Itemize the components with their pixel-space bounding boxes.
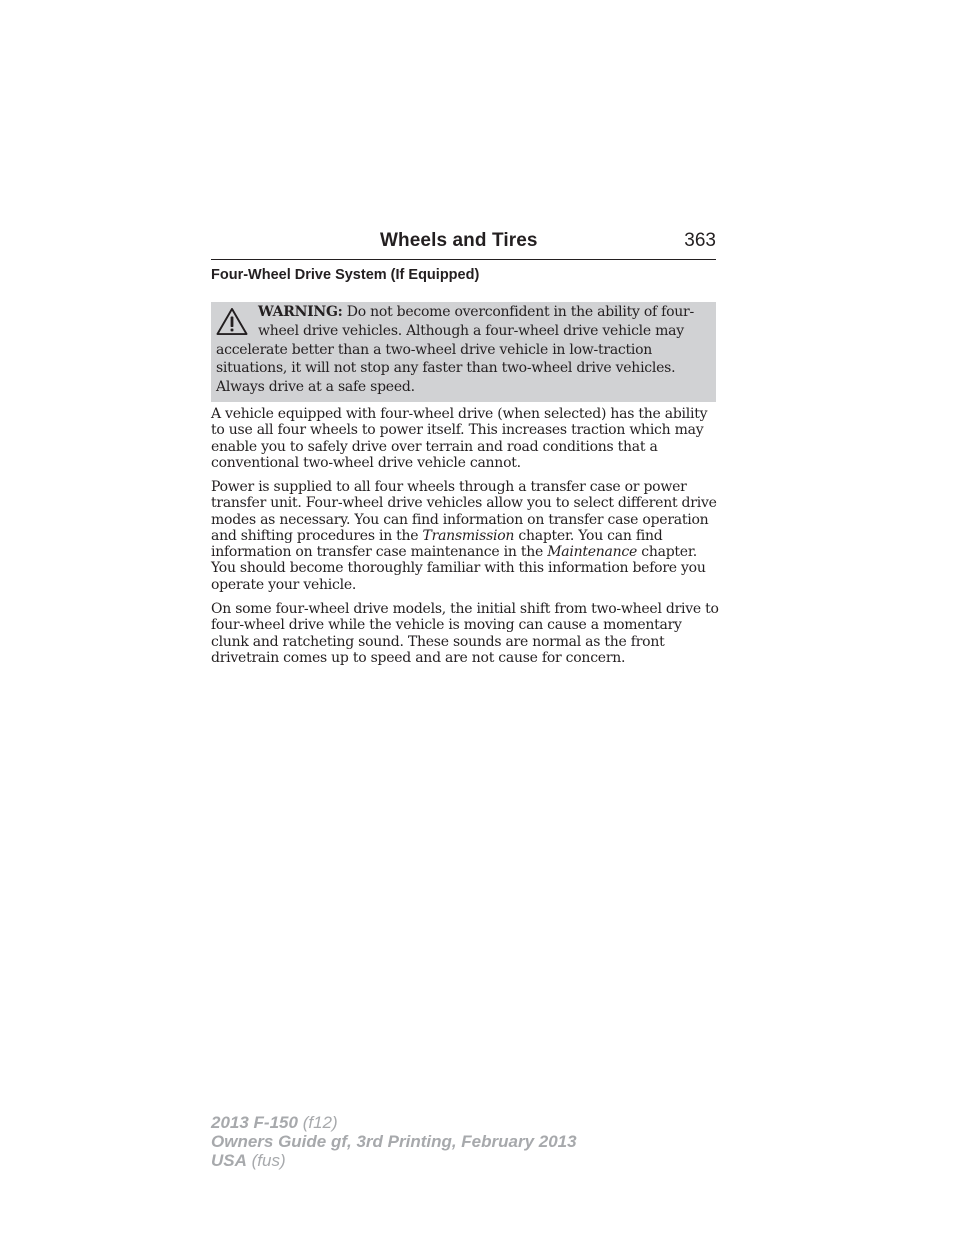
paragraph-2-text-c: chapter. You should become thoroughly familiar with this information before you operate your vehicle. — [211, 544, 706, 593]
footer-market: USA — [211, 1151, 247, 1170]
footer-line-1 — [211, 1113, 577, 1132]
paragraph-2 — [211, 479, 721, 593]
paragraph-2-text-b: chapter. You can find information on transfer case maintenance in the — [211, 527, 663, 561]
transmission-chapter-ref: Transmission — [422, 527, 515, 544]
footer-line-3 — [211, 1151, 577, 1170]
footer-model: 2013 F-150 — [211, 1113, 298, 1132]
page-header — [211, 229, 716, 260]
warning-text — [216, 303, 711, 397]
section-heading: Four-Wheel Drive System (If Equipped) — [211, 267, 480, 283]
footer-line-2 — [211, 1132, 577, 1151]
warning-label: WARNING: — [258, 304, 343, 320]
footer-market-code: (fus) — [251, 1151, 286, 1170]
footer-guide: Owners Guide gf, 3rd Printing, February 2013 — [211, 1132, 577, 1151]
paragraph-2-text-a: Power is supplied to all four wheels through a transfer case or power transfer unit. Four-wheel drive vehicles allow you to select different drive modes as necessary. You can find information on transfer case operation and shifting procedures in the — [211, 479, 717, 544]
page-number: 363 — [684, 230, 716, 251]
page-footer — [211, 1113, 577, 1170]
footer-model-code: (f12) — [302, 1113, 338, 1132]
warning-box — [211, 302, 716, 402]
warning-message: Do not become overconfident in the ability of four-wheel drive vehicles. Although a four-wheel drive vehicle may accelerate better than a two-wheel drive vehicle in low-traction situations, it will not stop any faster than two-wheel drive vehicles. Always drive at a safe speed. — [216, 304, 694, 396]
paragraph-3: On some four-wheel drive models, the initial shift from two-wheel drive to four-wheel drive while the vehicle is moving can cause a momentary clunk and ratcheting sound. These sounds are normal as the front drivetrain comes up to speed and are not cause for concern. — [211, 601, 719, 666]
maintenance-chapter-ref: Maintenance — [547, 544, 638, 561]
paragraph-1: A vehicle equipped with four-wheel drive (when selected) has the ability to use all four wheels to power itself. This increases traction which may enable you to safely drive over terrain and road conditions that a conventional two-wheel drive vehicle cannot. — [211, 406, 708, 471]
chapter-title: Wheels and Tires — [380, 230, 538, 251]
